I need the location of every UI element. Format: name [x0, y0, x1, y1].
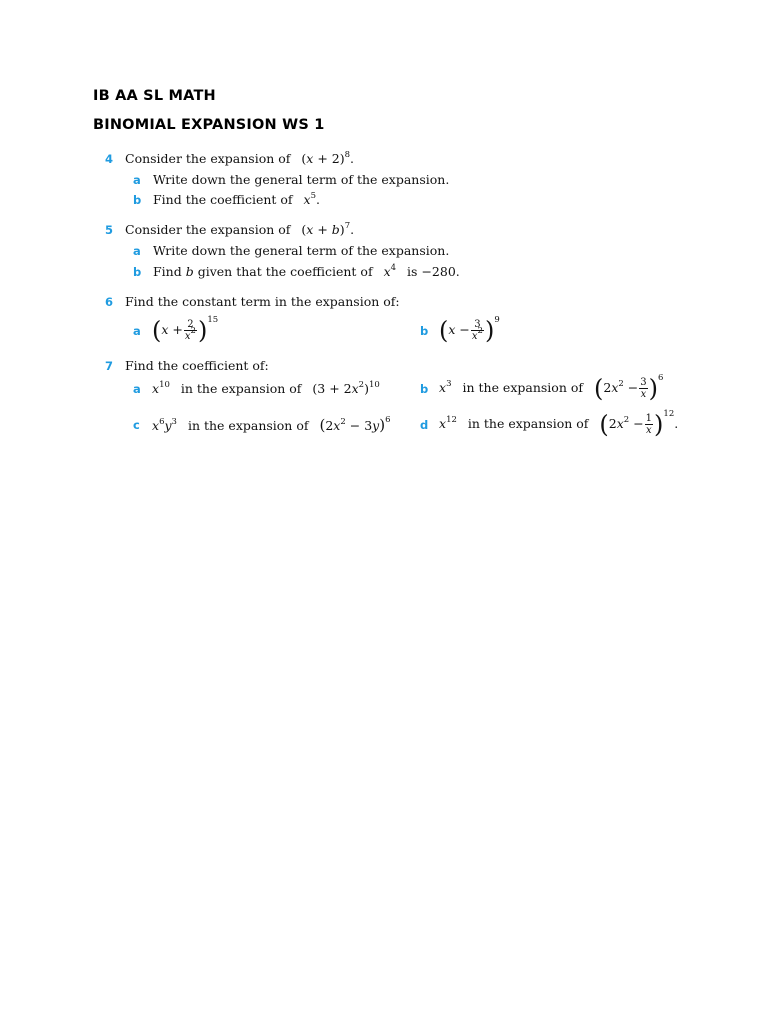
question-5-expression: $(x + b)^7$. — [301, 221, 355, 237]
question-7c-label: c — [133, 418, 140, 432]
question-5-number: 5 — [105, 223, 114, 237]
question-6-number: 6 — [105, 295, 114, 309]
question-6a-label: a — [133, 324, 141, 338]
question-4-expression: $(x + 2)^8$. — [301, 150, 355, 166]
question-6a-expression: (x + $\frac{2}{x^2}$ )$^{15}$ — [152, 315, 219, 345]
question-5a-text: Write down the general term of the expansion. — [153, 243, 450, 258]
worksheet-title: BINOMIAL EXPANSION WS 1 — [93, 117, 325, 133]
question-5a-label: a — [133, 244, 141, 258]
question-7b-label: b — [420, 382, 429, 396]
question-7d-line: $x^{12}$ in the expansion of ($2x^2$ − $\frac{1}{x}$ )$^{12}$. — [439, 409, 679, 439]
question-4-stem: Consider the expansion of $(x + 2)^8$. — [125, 150, 355, 166]
question-4a-label: a — [133, 173, 141, 187]
question-6-stem: Find the constant term in the expansion of: — [125, 294, 400, 309]
question-4a-text: Write down the general term of the expansion. — [153, 172, 450, 187]
worksheet-course-title: IB AA SL MATH — [93, 88, 216, 104]
question-5b-term: $x^4$ — [383, 263, 397, 279]
question-7-stem: Find the coefficient of: — [125, 358, 269, 373]
question-4b-term: $x^5$ — [303, 191, 317, 207]
question-7a-line: $x^{10}$ in the expansion of $(3 + 2x^2)^{10}$ — [152, 380, 380, 396]
question-4b-label: b — [133, 193, 142, 207]
question-4-number: 4 — [105, 152, 114, 166]
question-5b-label: b — [133, 265, 142, 279]
question-7-number: 7 — [105, 359, 114, 373]
question-7b-line: $x^3$ in the expansion of ($2x^2$ − $\frac{3}{x}$ )$^6$ — [439, 373, 664, 403]
question-7a-label: a — [133, 382, 141, 396]
question-5b-line: Find b given that the coefficient of $x^4$ is −280. — [153, 263, 460, 279]
question-7d-label: d — [420, 418, 429, 432]
question-5-stem: Consider the expansion of $(x + b)^7$. — [125, 221, 355, 237]
question-6b-expression: (x − $\frac{3}{x^2}$ )$^9$ — [439, 315, 500, 345]
question-7c-line: $x^6y^3$ in the expansion of $(2x^2 - 3y)^6$ — [152, 415, 391, 434]
question-4b-line: Find the coefficient of $x^5$. — [153, 191, 320, 207]
question-6b-label: b — [420, 324, 429, 338]
